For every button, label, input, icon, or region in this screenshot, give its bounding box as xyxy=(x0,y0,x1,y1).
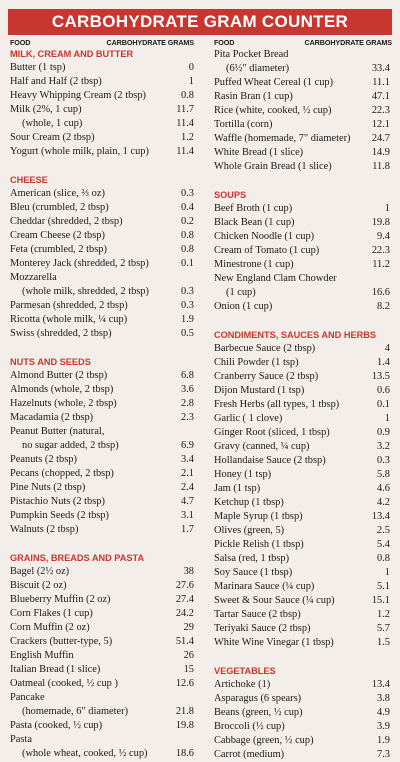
food-row xyxy=(10,733,194,747)
section-title: CONDIMENTS, SAUCES AND HERBS xyxy=(214,330,376,340)
carb-grams-value: 22.3 xyxy=(371,105,390,116)
food-row xyxy=(214,734,392,748)
carb-grams-value: 3.4 xyxy=(181,454,194,465)
food-name: Crackers (butter-type, 5) xyxy=(10,636,113,647)
food-row xyxy=(10,327,194,341)
food-row xyxy=(214,230,392,244)
food-row xyxy=(10,691,194,705)
food-name: Pine Nuts (2 tbsp) xyxy=(10,482,86,493)
food-row xyxy=(10,243,194,257)
food-row xyxy=(10,593,194,607)
carb-grams-value: 3.9 xyxy=(377,721,390,732)
carb-grams-value: 0.9 xyxy=(377,427,390,438)
carb-grams-value: 19.8 xyxy=(175,720,194,731)
food-name: Pasta xyxy=(10,734,32,745)
section-title: CHEESE xyxy=(10,175,48,185)
food-name: (whole milk, shredded, 2 tbsp) xyxy=(22,286,149,297)
carb-grams-value: 51.4 xyxy=(175,636,194,647)
food-name: Olives (green, 5) xyxy=(214,525,285,536)
carb-grams-value: 4 xyxy=(384,343,390,354)
food-name: Soy Sauce (1 tbsp) xyxy=(214,567,293,578)
carb-grams-value: 11.1 xyxy=(372,77,390,88)
food-name: Pasta (cooked, ½ cup) xyxy=(10,720,103,731)
food-name: Pumpkin Seeds (2 tbsp) xyxy=(10,510,110,521)
food-row xyxy=(10,271,194,285)
section-title: NUTS AND SEEDS xyxy=(10,357,91,367)
carb-grams-value: 3.2 xyxy=(377,441,390,452)
food-name: (whole, 1 cup) xyxy=(22,118,83,129)
food-row xyxy=(10,397,194,411)
food-row xyxy=(214,370,392,384)
food-column-label: FOOD xyxy=(10,38,31,47)
food-row xyxy=(214,538,392,552)
food-name: Beans (green, ½ cup) xyxy=(214,707,303,718)
carb-grams-value: 11.4 xyxy=(176,118,194,129)
food-name: Swiss (shredded, 2 tbsp) xyxy=(10,328,112,339)
food-name: Cabbage (green, ½ cup) xyxy=(214,735,314,746)
food-row xyxy=(214,636,392,650)
food-name: (1 cup) xyxy=(226,287,256,298)
food-row xyxy=(214,622,392,636)
food-name: no sugar added, 2 tbsp) xyxy=(22,440,119,451)
food-name: Pecans (chopped, 2 tbsp) xyxy=(10,468,114,479)
carb-grams-value: 4.7 xyxy=(181,496,194,507)
section-title: GRAINS, BREADS AND PASTA xyxy=(10,553,145,563)
food-row xyxy=(10,509,194,523)
food-name: Marinara Sauce (¼ cup) xyxy=(214,581,315,592)
food-name: Beef Broth (1 cup) xyxy=(214,203,293,214)
food-name: Salsa (red, 1 tbsp) xyxy=(214,553,290,564)
grams-column-label: CARBOHYDRATE GRAMS xyxy=(304,38,392,47)
food-row xyxy=(10,523,194,537)
food-row xyxy=(214,440,392,454)
food-row xyxy=(214,202,392,216)
carb-grams-value: 1 xyxy=(384,567,390,578)
food-row xyxy=(10,411,194,425)
section-title: MILK, CREAM AND BUTTER xyxy=(10,49,134,59)
food-row xyxy=(214,566,392,580)
food-row xyxy=(10,187,194,201)
food-name: (homemade, 6" diameter) xyxy=(22,706,129,717)
carb-grams-value: 1.2 xyxy=(181,132,194,143)
carb-grams-value: 12.6 xyxy=(175,678,194,689)
food-name: Cheddar (shredded, 2 tbsp) xyxy=(10,216,123,227)
food-name: Cream of Tomato (1 cup) xyxy=(214,245,320,256)
food-row xyxy=(10,285,194,299)
food-name: New England Clam Chowder xyxy=(214,273,337,284)
food-row xyxy=(214,482,392,496)
carb-grams-value: 1.2 xyxy=(377,609,390,620)
carb-grams-value: 16.6 xyxy=(371,287,390,298)
carb-grams-value: 15.1 xyxy=(371,595,390,606)
food-row xyxy=(214,594,392,608)
carb-grams-value: 11.7 xyxy=(176,104,194,115)
carb-grams-value: 24.7 xyxy=(371,133,390,144)
food-name: Black Bean (1 cup) xyxy=(214,217,295,228)
food-name: Macadamia (2 tbsp) xyxy=(10,412,94,423)
section-gap xyxy=(214,650,392,665)
food-row xyxy=(214,132,392,146)
food-name: Ketchup (1 tbsp) xyxy=(214,497,284,508)
food-row xyxy=(10,313,194,327)
food-name: Gravy (canned, ¼ cup) xyxy=(214,441,310,452)
carb-grams-value: 0.3 xyxy=(181,286,194,297)
food-name: Fresh Herbs (all types, 1 tbsp) xyxy=(214,399,340,410)
food-row xyxy=(214,426,392,440)
food-row xyxy=(214,412,392,426)
food-name: Almonds (whole, 2 tbsp) xyxy=(10,384,114,395)
section-gap xyxy=(214,174,392,189)
carb-grams-value: 0.3 xyxy=(181,300,194,311)
food-row xyxy=(214,90,392,104)
food-name: Carrot (medium) xyxy=(214,749,285,760)
food-name: Monterey Jack (shredded, 2 tbsp) xyxy=(10,258,149,269)
food-row xyxy=(10,369,194,383)
food-name: Heavy Whipping Cream (2 tbsp) xyxy=(10,90,147,101)
food-row xyxy=(214,342,392,356)
carb-grams-value: 0.5 xyxy=(181,328,194,339)
food-name: Jam (1 tsp) xyxy=(214,483,261,494)
left-column xyxy=(10,37,194,761)
carb-grams-value: 0.8 xyxy=(181,230,194,241)
food-name: Pickle Relish (1 tbsp) xyxy=(214,539,304,550)
food-row xyxy=(10,299,194,313)
section-gap xyxy=(214,314,392,329)
carb-grams-value: 19.8 xyxy=(371,217,390,228)
carb-grams-value: 15 xyxy=(183,664,194,675)
carb-grams-value: 0 xyxy=(188,62,194,73)
food-name: White Wine Vinegar (1 tbsp) xyxy=(214,637,334,648)
carb-grams-value: 13.4 xyxy=(371,679,390,690)
food-row xyxy=(214,62,392,76)
food-row xyxy=(10,467,194,481)
carb-grams-value: 0.8 xyxy=(377,553,390,564)
food-row xyxy=(214,608,392,622)
food-row xyxy=(214,104,392,118)
food-row xyxy=(214,244,392,258)
food-name: Tortilla (corn) xyxy=(214,119,273,130)
food-name: Walnuts (2 tbsp) xyxy=(10,524,79,535)
food-name: American (slice, ⅔ oz) xyxy=(10,188,105,199)
food-row xyxy=(10,75,194,89)
carb-grams-value: 5.4 xyxy=(377,539,390,550)
food-row xyxy=(214,706,392,720)
food-row xyxy=(214,468,392,482)
carb-grams-value: 13.4 xyxy=(371,511,390,522)
carb-grams-value: 26 xyxy=(183,650,194,661)
food-row xyxy=(10,719,194,733)
food-row xyxy=(10,215,194,229)
food-row xyxy=(214,720,392,734)
carb-grams-value: 0.8 xyxy=(181,244,194,255)
carb-grams-value: 21.8 xyxy=(175,706,194,717)
food-row xyxy=(214,216,392,230)
carb-grams-value: 27.6 xyxy=(175,580,194,591)
food-row xyxy=(10,481,194,495)
food-name: Artichoke (1) xyxy=(214,679,271,690)
carb-grams-value: 0.1 xyxy=(377,399,390,410)
food-row xyxy=(10,495,194,509)
food-name: Sour Cream (2 tbsp) xyxy=(10,132,95,143)
carb-grams-value: 0.8 xyxy=(181,90,194,101)
food-row xyxy=(214,496,392,510)
food-name: Whole Grain Bread (1 slice) xyxy=(214,161,332,172)
carb-grams-value: 1.5 xyxy=(377,637,390,648)
column-header xyxy=(214,37,392,48)
carb-grams-value: 18.6 xyxy=(175,748,194,759)
food-name: Chicken Noodle (1 cup) xyxy=(214,231,315,242)
food-name: Maple Syrup (1 tbsp) xyxy=(214,511,303,522)
food-row xyxy=(214,286,392,300)
carb-grams-value: 5.1 xyxy=(377,581,390,592)
food-row xyxy=(214,692,392,706)
food-row xyxy=(10,621,194,635)
food-row xyxy=(10,635,194,649)
food-row xyxy=(10,61,194,75)
food-row xyxy=(10,425,194,439)
food-row xyxy=(214,454,392,468)
food-name: Oatmeal (cooked, ½ cup ) xyxy=(10,678,118,689)
food-name: Waffle (homemade, 7" diameter) xyxy=(214,133,351,144)
food-name: Asparagus (6 spears) xyxy=(214,693,302,704)
food-row xyxy=(10,103,194,117)
carb-grams-value: 1 xyxy=(384,203,390,214)
food-row xyxy=(10,453,194,467)
page-title: CARBOHYDRATE GRAM COUNTER xyxy=(51,12,349,31)
food-name: Cream Cheese (2 tbsp) xyxy=(10,230,105,241)
carb-grams-value: 6.9 xyxy=(181,440,194,451)
carb-grams-value: 5.7 xyxy=(377,623,390,634)
carb-grams-value: 6.8 xyxy=(181,370,194,381)
carb-grams-value: 29 xyxy=(183,622,194,633)
carb-grams-value: 2.8 xyxy=(181,398,194,409)
food-name: Cranberry Sauce (2 tbsp) xyxy=(214,371,319,382)
carb-grams-value: 47.1 xyxy=(371,91,390,102)
grams-column-label: CARBOHYDRATE GRAMS xyxy=(106,38,194,47)
carb-grams-value: 4.2 xyxy=(377,497,390,508)
carb-grams-value: 1 xyxy=(188,76,194,87)
food-name: Dijon Mustard (1 tsp) xyxy=(214,385,305,396)
food-row xyxy=(10,565,194,579)
food-name: Biscuit (2 oz) xyxy=(10,580,67,591)
carb-grams-value: 11.8 xyxy=(372,161,390,172)
left-sections xyxy=(10,48,194,761)
food-name: Bagel (2½ oz) xyxy=(10,566,70,577)
food-name: Pita Pocket Bread xyxy=(214,49,289,60)
carb-grams-value: 3.6 xyxy=(181,384,194,395)
food-name: Italian Bread (1 slice) xyxy=(10,664,101,675)
food-row xyxy=(214,160,392,174)
carb-grams-value: 1.9 xyxy=(181,314,194,325)
food-name: Pancake xyxy=(10,692,45,703)
food-row xyxy=(10,229,194,243)
section-gap xyxy=(10,341,194,356)
food-row xyxy=(214,118,392,132)
section-title: VEGETABLES xyxy=(214,666,276,676)
food-name: Pistachio Nuts (2 tbsp) xyxy=(10,496,105,507)
food-name: Blueberry Muffin (2 oz) xyxy=(10,594,111,605)
food-row xyxy=(214,398,392,412)
food-row xyxy=(10,747,194,761)
carb-grams-value: 7.3 xyxy=(377,749,390,760)
food-name: Chili Powder (1 tsp) xyxy=(214,357,299,368)
food-row xyxy=(10,201,194,215)
section-gap xyxy=(10,537,194,552)
food-row xyxy=(10,257,194,271)
food-name: Onion (1 cup) xyxy=(214,301,273,312)
section-title: SOUPS xyxy=(214,190,247,200)
food-name: Bleu (crumbled, 2 tbsp) xyxy=(10,202,109,213)
food-row xyxy=(214,510,392,524)
carb-grams-value: 8.2 xyxy=(377,301,390,312)
food-name: Rasin Bran (1 cup) xyxy=(214,91,293,102)
food-row xyxy=(214,146,392,160)
carb-grams-value: 38 xyxy=(183,566,194,577)
carb-grams-value: 1.7 xyxy=(181,524,194,535)
food-row xyxy=(214,76,392,90)
food-name: Sweet & Sour Sauce (¼ cup) xyxy=(214,595,335,606)
food-row xyxy=(214,300,392,314)
food-name: Ginger Root (sliced, 1 tbsp) xyxy=(214,427,330,438)
carb-grams-value: 11.4 xyxy=(176,146,194,157)
food-row xyxy=(214,580,392,594)
food-row xyxy=(214,272,392,286)
carb-grams-value: 0.3 xyxy=(377,455,390,466)
food-name: Half and Half (2 tbsp) xyxy=(10,76,102,87)
title-bar xyxy=(8,9,392,35)
food-name: Broccoli (½ cup) xyxy=(214,721,285,732)
food-name: Hazelnuts (whole, 2 tbsp) xyxy=(10,398,117,409)
carb-grams-value: 4.6 xyxy=(377,483,390,494)
food-row xyxy=(214,678,392,692)
carb-grams-value: 1.9 xyxy=(377,735,390,746)
food-name: Tartar Sauce (2 tbsp) xyxy=(214,609,301,620)
food-name: Corn Muffin (2 oz) xyxy=(10,622,90,633)
carb-grams-value: 24.2 xyxy=(175,608,194,619)
carb-grams-value: 11.2 xyxy=(372,259,390,270)
food-row xyxy=(10,439,194,453)
food-name: (whole wheat, cooked, ½ cup) xyxy=(22,748,148,759)
carb-grams-value: 2.1 xyxy=(181,468,194,479)
section-gap xyxy=(10,159,194,174)
carb-grams-value: 22.3 xyxy=(371,245,390,256)
food-row xyxy=(214,524,392,538)
carb-grams-value: 2.3 xyxy=(181,412,194,423)
food-row xyxy=(214,748,392,762)
carb-grams-value: 3.8 xyxy=(377,693,390,704)
food-row xyxy=(10,607,194,621)
right-column xyxy=(214,37,392,762)
carb-grams-value: 12.1 xyxy=(371,119,390,130)
carb-grams-value: 14.9 xyxy=(371,147,390,158)
food-name: Almond Butter (2 tbsp) xyxy=(10,370,108,381)
carb-grams-value: 0.3 xyxy=(181,188,194,199)
food-row xyxy=(10,705,194,719)
food-name: Mozzarella xyxy=(10,272,57,283)
carb-grams-value: 4.9 xyxy=(377,707,390,718)
food-name: Parmesan (shredded, 2 tbsp) xyxy=(10,300,128,311)
food-name: Minestrone (1 cup) xyxy=(214,259,294,270)
food-name: Garlic ( 1 clove) xyxy=(214,413,283,424)
right-sections xyxy=(214,48,392,762)
food-name: Puffed Wheat Cereal (1 cup) xyxy=(214,77,334,88)
food-column-label: FOOD xyxy=(214,38,235,47)
carb-grams-value: 9.4 xyxy=(377,231,390,242)
carb-grams-value: 2.5 xyxy=(377,525,390,536)
carb-grams-value: 0.2 xyxy=(181,216,194,227)
carb-grams-value: 5.8 xyxy=(377,469,390,480)
food-row xyxy=(10,579,194,593)
food-name: Hollandaise Sauce (2 tbsp) xyxy=(214,455,326,466)
food-name: Peanuts (2 tbsp) xyxy=(10,454,77,465)
carb-grams-value: 0.1 xyxy=(181,258,194,269)
column-header xyxy=(10,37,194,48)
carb-grams-value: 27.4 xyxy=(175,594,194,605)
food-row xyxy=(10,677,194,691)
food-name: Butter (1 tsp) xyxy=(10,62,66,73)
carb-grams-value: 1.4 xyxy=(377,357,390,368)
food-name: Teriyaki Sauce (2 tbsp) xyxy=(214,623,311,634)
food-row xyxy=(10,649,194,663)
food-row xyxy=(10,145,194,159)
food-name: Rice (white, cooked, ½ cup) xyxy=(214,105,332,116)
food-name: Barbecue Sauce (2 tbsp) xyxy=(214,343,316,354)
food-row xyxy=(214,48,392,62)
food-row xyxy=(10,117,194,131)
food-name: White Bread (1 slice) xyxy=(214,147,304,158)
carb-grams-value: 1 xyxy=(384,413,390,424)
food-name: Peanut Butter (natural, xyxy=(10,426,105,437)
food-row xyxy=(10,663,194,677)
food-name: (6½" diameter) xyxy=(226,63,290,74)
food-name: Honey (1 tsp) xyxy=(214,469,272,480)
food-name: English Muffin xyxy=(10,650,74,661)
food-row xyxy=(214,384,392,398)
food-name: Yogurt (whole milk, plain, 1 cup) xyxy=(10,146,149,157)
carb-grams-value: 0.6 xyxy=(377,385,390,396)
carb-grams-value: 2.4 xyxy=(181,482,194,493)
food-name: Milk (2%, 1 cup) xyxy=(10,104,82,115)
carb-grams-value: 33.4 xyxy=(371,63,390,74)
food-row xyxy=(214,356,392,370)
food-row xyxy=(214,258,392,272)
food-row xyxy=(10,131,194,145)
carb-grams-value: 3.1 xyxy=(181,510,194,521)
carb-grams-value: 13.5 xyxy=(371,371,390,382)
food-name: Feta (crumbled, 2 tbsp) xyxy=(10,244,107,255)
food-row xyxy=(10,89,194,103)
carb-grams-value: 0.4 xyxy=(181,202,194,213)
food-name: Corn Flakes (1 cup) xyxy=(10,608,93,619)
food-row xyxy=(214,552,392,566)
food-name: Ricotta (whole milk, ¼ cup) xyxy=(10,314,128,325)
food-row xyxy=(10,383,194,397)
